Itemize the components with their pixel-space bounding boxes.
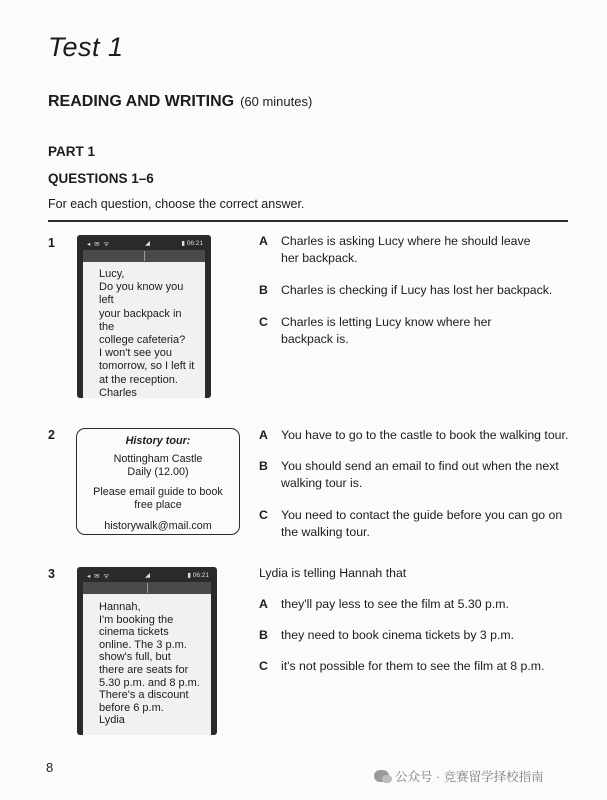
option-text: You have to go to the castle to book the walking tour. [281, 428, 569, 442]
option-text: they need to book cinema tickets by 3 p.m. [281, 628, 515, 642]
notice-title: History tour: [125, 435, 191, 447]
option-text: Charles is letting Lucy know where her backpack is. [281, 315, 492, 346]
question-stem: Lydia is telling Hannah that [259, 566, 407, 580]
message-text: Lucy, Do you know you left your backpack in the college cafeteria? I won't see you tomorrow, so I left it at the reception. Charles [83, 262, 205, 398]
phone-time: ▮ 06:21 [181, 240, 203, 247]
answer-option-b[interactable] [259, 282, 579, 302]
option-letter: B [259, 283, 268, 297]
answer-option-c[interactable] [259, 658, 589, 678]
signal-icon: ◢ [145, 572, 150, 579]
answer-option-c[interactable] [259, 314, 579, 354]
phone-message [77, 235, 211, 398]
option-letter: C [259, 315, 268, 329]
option-text: they'll pay less to see the film at 5.30 p.m. [281, 597, 509, 611]
answer-option-a[interactable] [259, 233, 579, 273]
phone-status-bar [83, 571, 211, 581]
answer-option-a[interactable] [259, 596, 589, 616]
notice-email: historywalk@mail.com [104, 519, 212, 532]
phone-status-bar [83, 239, 205, 249]
notice-line: Daily (12.00) [127, 466, 189, 478]
option-letter: B [259, 459, 268, 473]
questions-title: QUESTIONS 1–6 [48, 171, 154, 186]
question-number: 1 [48, 236, 55, 250]
phone-header [83, 250, 205, 262]
option-letter: A [259, 597, 268, 611]
section-title [48, 93, 312, 111]
test-title: Test 1 [48, 32, 124, 62]
option-text: it's not possible for them to see the film at 8 p.m. [281, 659, 545, 673]
phone-time: ▮ 06:21 [187, 572, 209, 579]
part-title: PART 1 [48, 144, 96, 159]
answer-option-b[interactable] [259, 458, 589, 498]
notice-line: free place [134, 499, 182, 511]
answer-option-a[interactable] [259, 427, 589, 447]
wechat-icon [374, 770, 389, 782]
option-text: You need to contact the guide before you can go on the walking tour. [281, 508, 563, 539]
answer-option-b[interactable] [259, 627, 589, 647]
section-title-text: READING AND WRITING [48, 93, 235, 110]
instruction: For each question, choose the correct answer. [48, 197, 305, 211]
watermark-text: 公众号 · 竞赛留学择校指南 [395, 770, 544, 784]
signal-icon: ◢ [145, 240, 150, 247]
notice-line: Please email guide to book [93, 485, 223, 498]
page-number: 8 [46, 760, 54, 775]
question-number: 3 [48, 567, 55, 581]
divider [48, 220, 568, 222]
phone-header [83, 582, 211, 594]
option-letter: A [259, 234, 268, 248]
notice-line: Nottingham Castle [113, 452, 203, 465]
tour-notice [76, 428, 240, 535]
option-text: Charles is checking if Lucy has lost her backpack. [281, 283, 553, 297]
message-text: Hannah, I'm booking the cinema tickets online. The 3 p.m. show's full, but there are seats for 5.30 p.m. and 8 p.m. There's a discount before 6 p.m. Lydia [83, 594, 211, 735]
section-duration: (60 minutes) [240, 94, 313, 109]
option-text: You should send an email to find out when the next walking tour is. [281, 459, 559, 490]
option-letter: A [259, 428, 268, 442]
option-letter: C [259, 508, 268, 522]
option-letter: C [259, 659, 268, 673]
phone-message [77, 567, 217, 735]
option-text: Charles is asking Lucy where he should leave her backpack. [281, 234, 531, 265]
status-icons: ◂ ✉ ᯤ [87, 573, 111, 580]
question-number: 2 [48, 428, 55, 442]
status-icons: ◂ ✉ ᯤ [87, 241, 111, 248]
option-letter: B [259, 628, 268, 642]
watermark [374, 767, 544, 785]
answer-option-c[interactable] [259, 507, 589, 547]
